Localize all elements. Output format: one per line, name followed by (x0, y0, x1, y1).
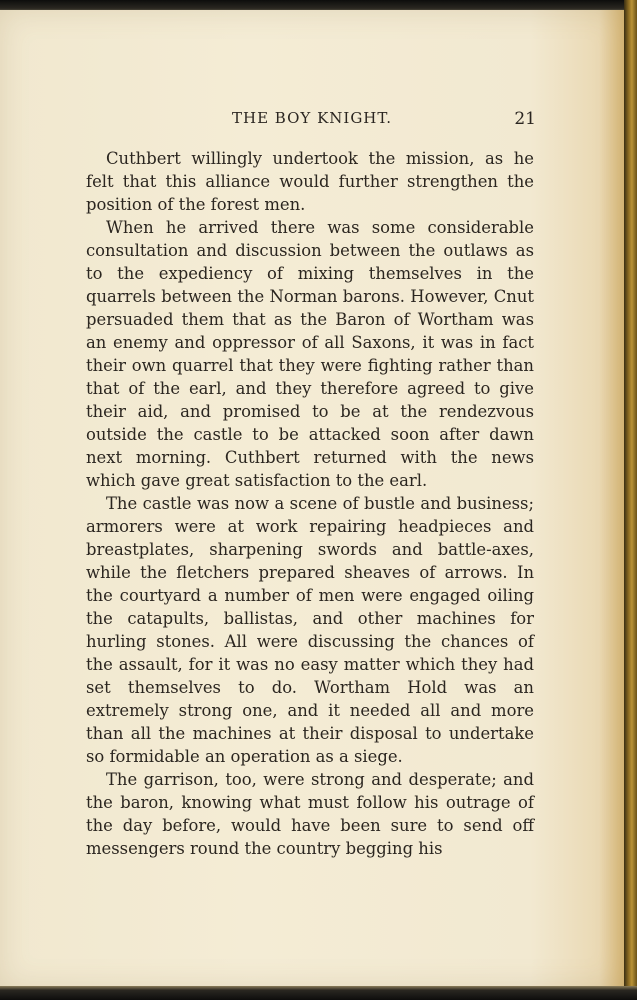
body-text (86, 147, 534, 860)
paragraph-3: The castle was now a scene of bustle and business; armorers were at work repairing headpieces and breastplates, sharpening swords and battle-axes, while the fletchers prepared sheaves of arrows. In the courtyard a number of men were engaged oiling the catapults, ballistas, and other machines for hurling stones. All were discussing the chances of the assault, for it was no easy matter which they had set themselves to do. Wortham Hold was an extremely strong one, and it needed all and more than all the machines at their disposal to undertake so formidable an operation as a siege. (86, 494, 534, 766)
page-bottom-edge (0, 986, 637, 1000)
book-binding-edge (624, 0, 637, 1000)
page-number: 21 (514, 109, 536, 129)
running-head (86, 109, 536, 131)
paragraph-2: When he arrived there was some considerable consultation and discussion between the outlaws as to the expediency of mixing themselves in the quarrels between the Norman barons. However, Cnut persuaded them that as the Baron of Wortham was an enemy and oppressor of all Saxons, it was in fact their own quarrel that they were fighting rather than that of the earl, and they therefore agreed to give their aid, and promised to be at the rendezvous outside the castle to be attacked soon after dawn next morning. Cuthbert returned with the news which gave great satisfaction to the earl. (86, 218, 534, 490)
paragraph-4: The garrison, too, were strong and desperate; and the baron, knowing what must follow his outrage of the day before, would have been sure to send off messengers round the country begging his (86, 770, 534, 858)
running-title: THE BOY KNIGHT. (232, 109, 392, 127)
paragraph-1: Cuthbert willingly undertook the mission, as he felt that this alliance would further strengthen the position of the forest men. (86, 149, 534, 214)
